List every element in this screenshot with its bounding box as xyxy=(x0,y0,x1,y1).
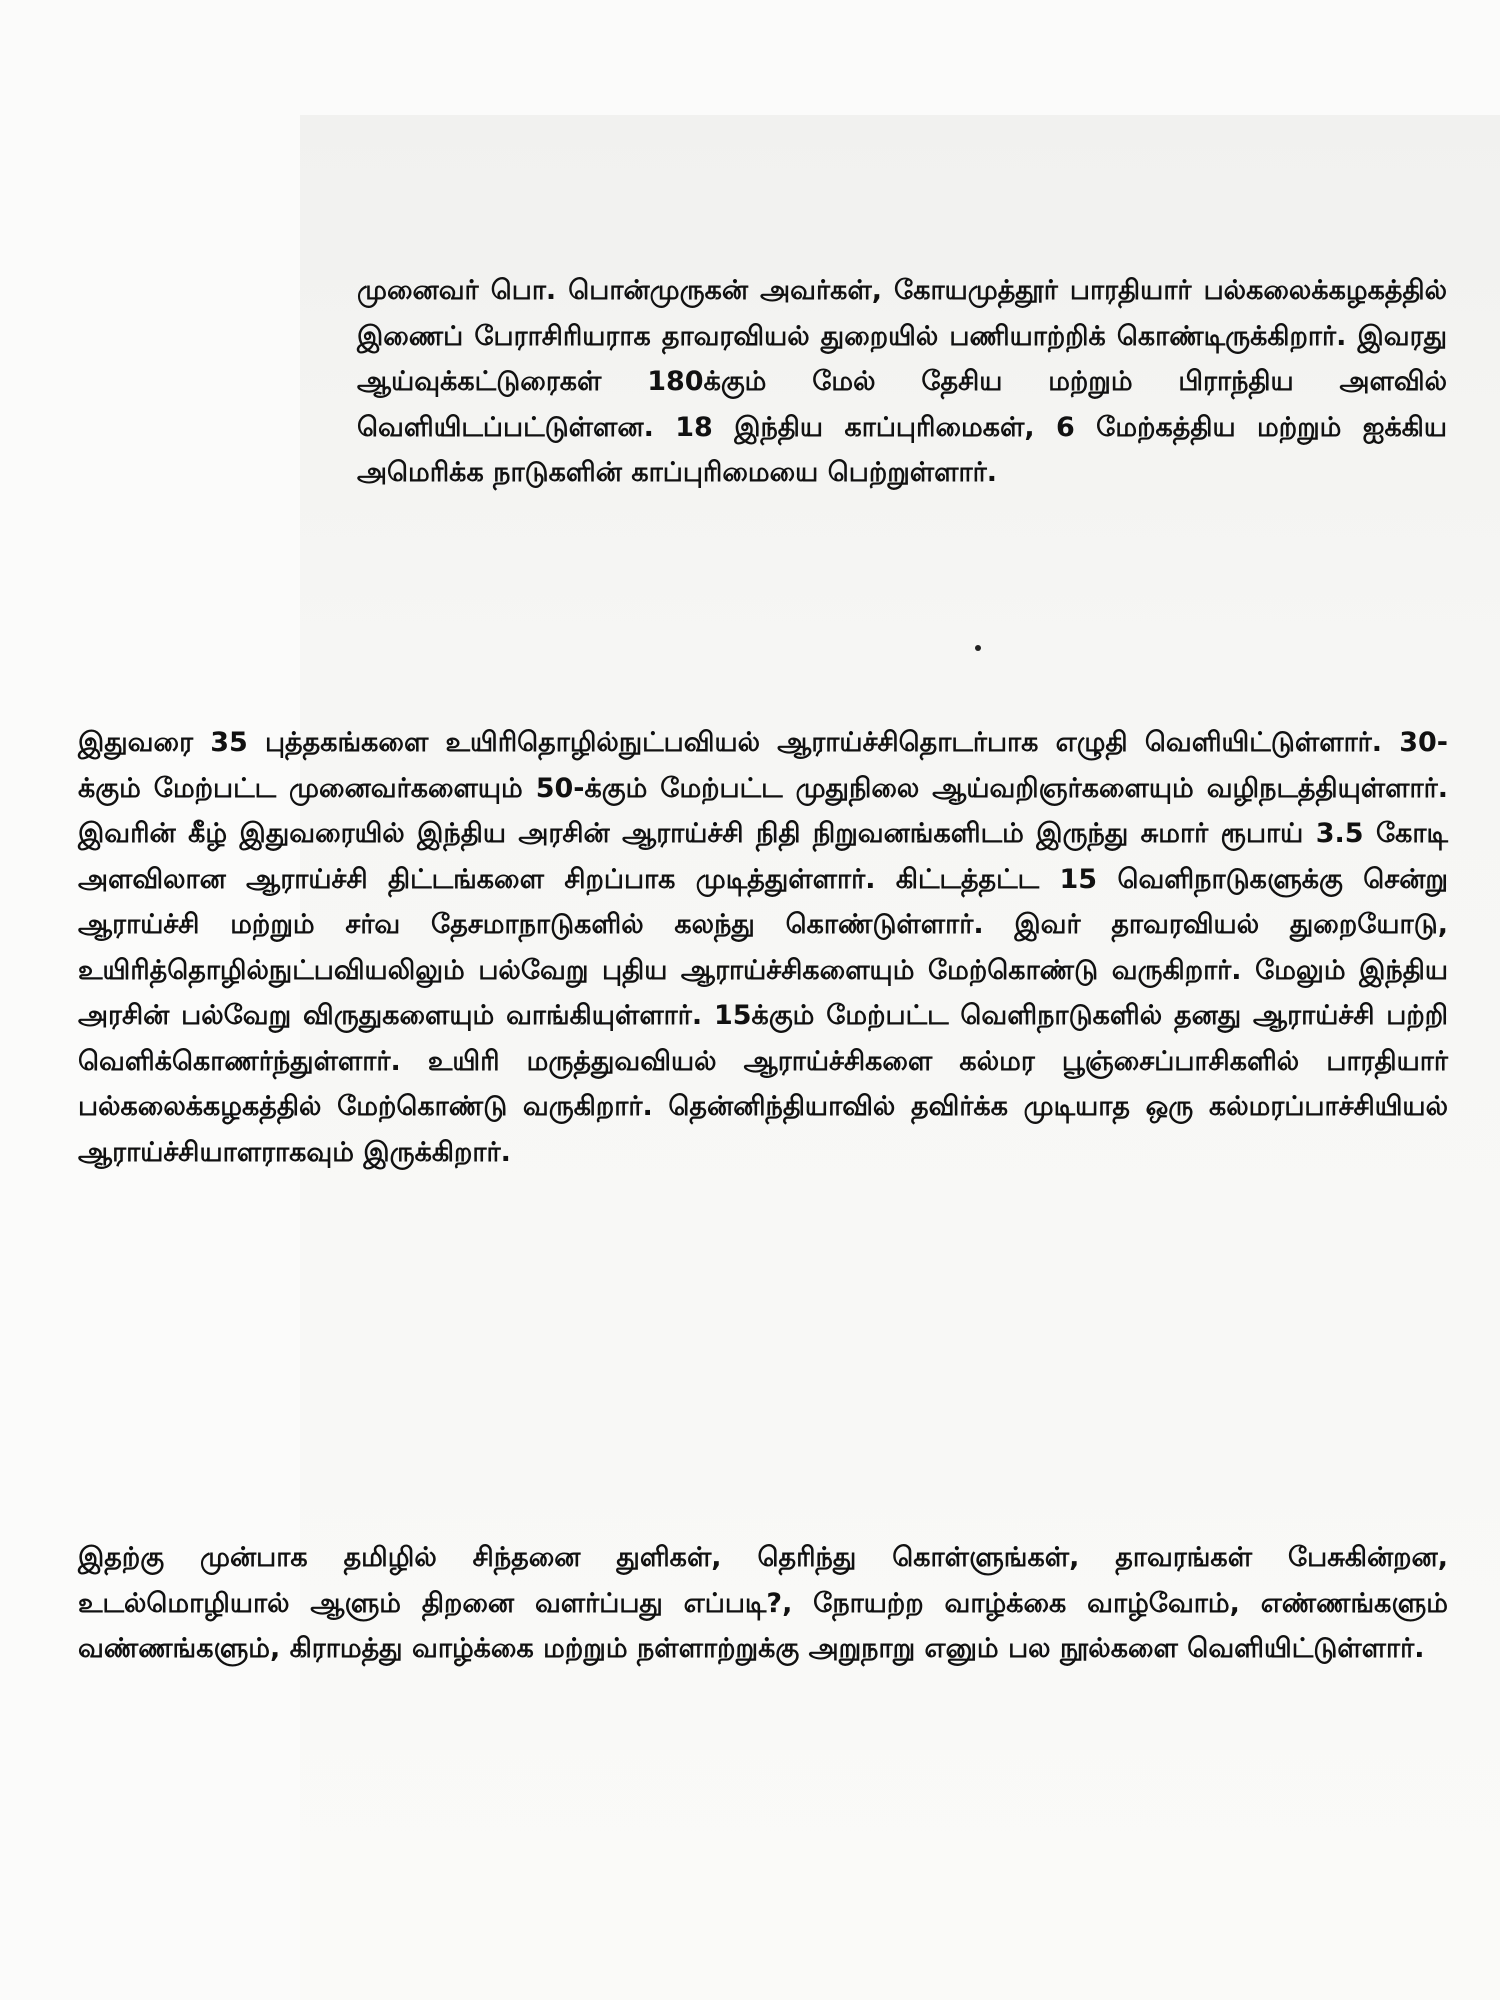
paragraph-books: இதற்கு முன்பாக தமிழில் சிந்தனை துளிகள், தெரிந்து கொள்ளுங்கள், தாவரங்கள் பேசுகின்றன, உடல்மொழியால் ஆளும் திறனை வளர்ப்பது எப்படி?, நோயற்ற வாழ்க்கை வாழ்வோம், எண்ணங்களும் வண்ணங்களும், கிராமத்து வாழ்க்கை மற்றும் நள்ளாற்றுக்கு அறுநாறு எனும் பல நூல்களை வெளியிட்டுள்ளார். xyxy=(78,1542,1448,1664)
paragraph-author-intro: முனைவர் பொ. பொன்முருகன் அவர்கள், கோயமுத்தூர் பாரதியார் பல்கலைக்கழகத்தில் இணைப் பேராசிரியராக தாவரவியல் துறையில் பணியாற்றிக் கொண்டிருக்கிறார். இவரது ஆய்வுக்கட்டுரைகள் 180க்கும் மேல் தேசிய மற்றும் பிராந்திய அளவில் வெளியிடப்பட்டுள்ளன. 18 இந்திய காப்புரிமைகள், 6 மேற்கத்திய மற்றும் ஐக்கிய அமெரிக்க நாடுகளின் காப்புரிமையை பெற்றுள்ளார். xyxy=(357,275,1447,488)
ink-speck xyxy=(975,645,981,651)
paragraph-research-achievements: இதுவரை 35 புத்தகங்களை உயிரிதொழில்நுட்பவியல் ஆராய்ச்சிதொடர்பாக எழுதி வெளியிட்டுள்ளார். 30-க்கும் மேற்பட்ட முனைவர்களையும் 50-க்கும் மேற்பட்ட முதுநிலை ஆய்வறிஞர்களையும் வழிநடத்தியுள்ளார். இவரின் கீழ் இதுவரையில் இந்திய அரசின் ஆராய்ச்சி நிதி நிறுவனங்களிடம் இருந்து சுமார் ரூபாய் 3.5 கோடி அளவிலான ஆராய்ச்சி திட்டங்களை சிறப்பாக முடித்துள்ளார். கிட்டத்தட்ட 15 வெளிநாடுகளுக்கு சென்று ஆராய்ச்சி மற்றும் சர்வ தேசமாநாடுகளில் கலந்து கொண்டுள்ளார். இவர் தாவரவியல் துறையோடு, உயிரித்தொழில்நுட்பவியலிலும் பல்வேறு புதிய ஆராய்ச்சிகளையும் மேற்கொண்டு வருகிறார். மேலும் இந்திய அரசின் பல்வேறு விருதுகளையும் வாங்கியுள்ளார். 15க்கும் மேற்பட்ட வெளிநாடுகளில் தனது ஆராய்ச்சி பற்றி வெளிக்கொணர்ந்துள்ளார். உயிரி மருத்துவவியல் ஆராய்ச்சிகளை கல்மர பூஞ்சைப்பாசிகளில் பாரதியார் பல்கலைக்கழகத்தில் மேற்கொண்டு வருகிறார். தென்னிந்தியாவில் தவிர்க்க முடியாத ஒரு கல்மரப்பாச்சியியல் ஆராய்ச்சியாளராகவும் இருக்கிறார். xyxy=(78,727,1448,1168)
